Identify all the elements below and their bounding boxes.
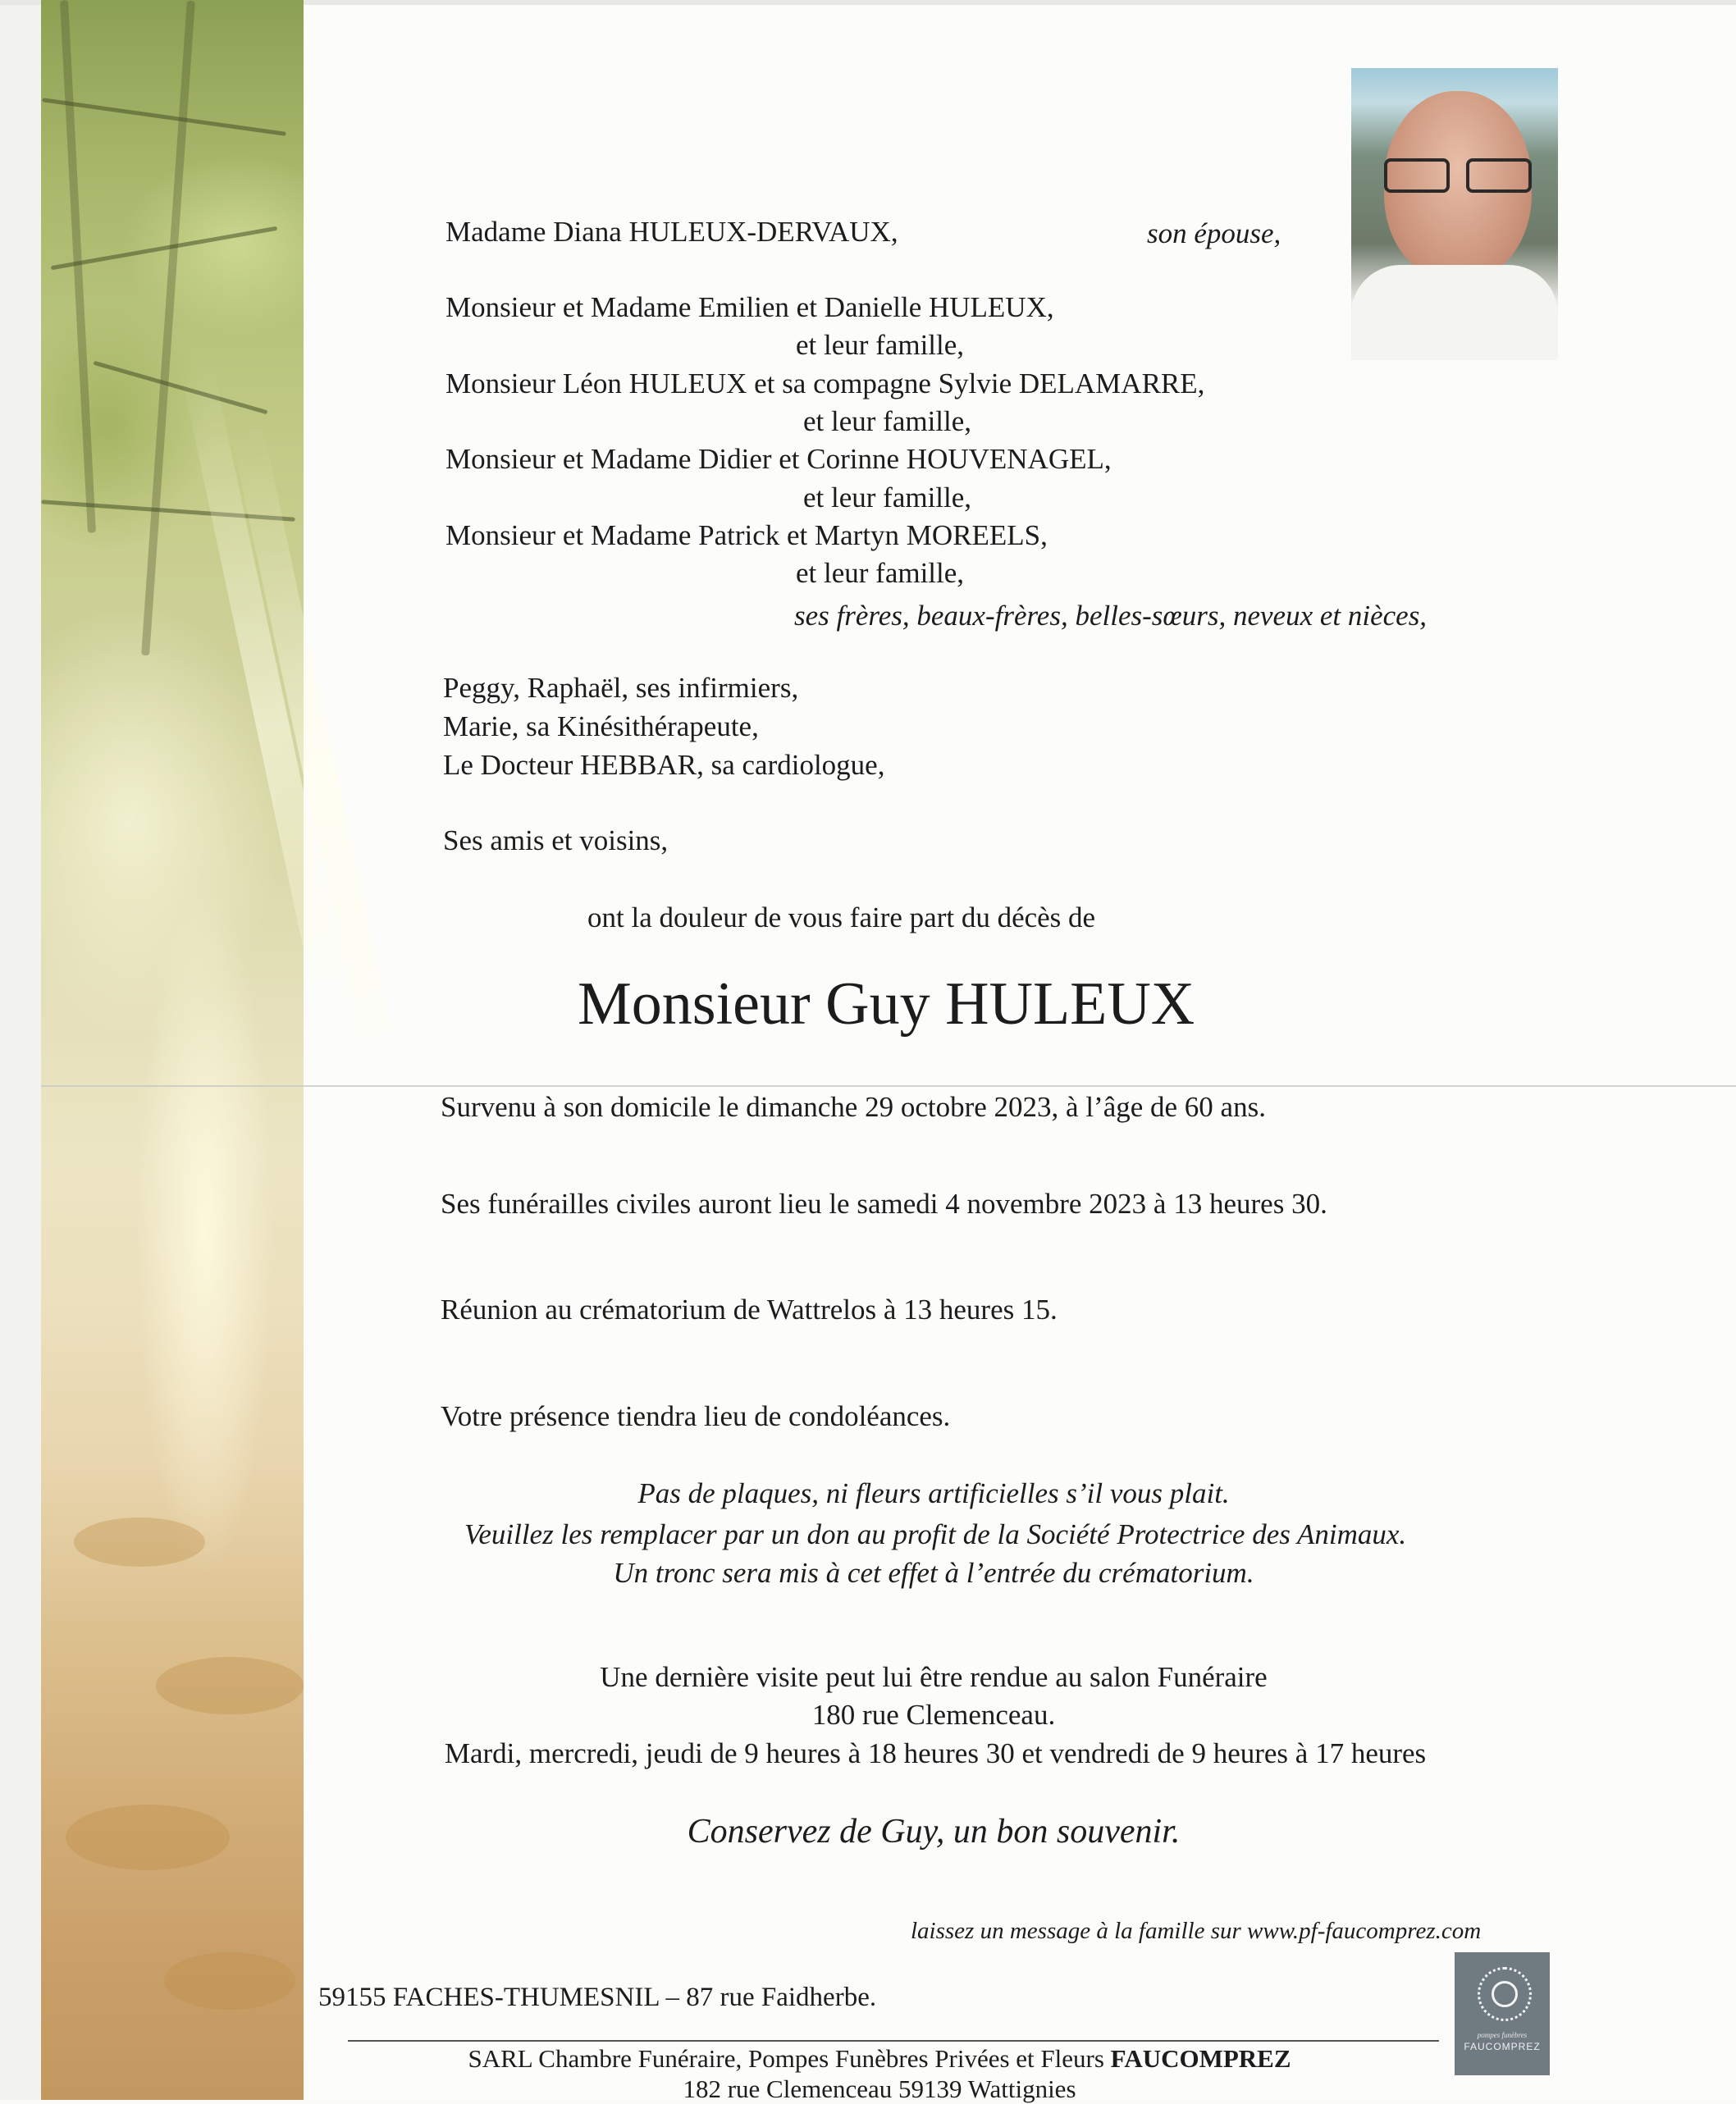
website-message: laissez un message à la famille sur www.pf-faucomprez.com (911, 1918, 1482, 1944)
closing-line: Conservez de Guy, un bon souvenir. (687, 1813, 1181, 1851)
portrait-photo (1351, 68, 1558, 360)
deceased-name: Monsieur Guy HULEUX (578, 970, 1195, 1038)
spouse-role: son épouse, (1147, 217, 1281, 249)
announcement-intro: ont la douleur de vous faire part du décès de (587, 901, 1096, 933)
request-line: Pas de plaques, ni fleurs artificielles s’il vous plait. (637, 1477, 1230, 1509)
agency-address: 59155 FACHES-THUMESNIL – 87 rue Faidherbe. (318, 1983, 877, 2012)
family-line: et leur famille, (803, 405, 972, 437)
faucomprez-logo: pompes funèbres FAUCOMPREZ (1455, 1952, 1550, 2075)
rosette-icon (1478, 1967, 1532, 2021)
family-line: Monsieur et Madame Didier et Corinne HOUVENAGEL, (445, 443, 1112, 475)
family-line: Monsieur et Madame Patrick et Martyn MOREELS, (445, 519, 1048, 551)
friends-line: Ses amis et voisins, (443, 824, 669, 856)
scan-margin (0, 0, 41, 2100)
family-line: et leur famille, (803, 482, 972, 513)
request-line: Veuillez les remplacer par un don au profit de la Société Protectrice des Animaux. (464, 1518, 1407, 1550)
family-line: Monsieur Léon HULEUX et sa compagne Sylvie DELAMARRE, (445, 367, 1205, 399)
footer-divider (348, 2040, 1439, 2042)
family-line: et leur famille, (796, 557, 965, 589)
meeting-line: Réunion au crématorium de Wattrelos à 13 heures 15. (441, 1294, 1058, 1326)
carer-line: Peggy, Raphaël, ses infirmiers, (443, 672, 799, 704)
death-line: Survenu à son domicile le dimanche 29 octobre 2023, à l’âge de 60 ans. (441, 1091, 1266, 1123)
visit-line: Mardi, mercredi, jeudi de 9 heures à 18 heures 30 et vendredi de 9 heures à 17 heures (444, 1737, 1427, 1769)
funeral-line: Ses funérailles civiles auront lieu le samedi 4 novembre 2023 à 13 heures 30. (441, 1188, 1327, 1220)
forest-path-decoration (41, 0, 304, 2100)
family-relation: ses frères, beaux-frères, belles-sœurs, neveux et nièces, (794, 600, 1428, 632)
spouse-name: Madame Diana HULEUX-DERVAUX, (445, 216, 898, 248)
visit-line: 180 rue Clemenceau. (811, 1699, 1056, 1731)
request-line: Un tronc sera mis à cet effet à l’entrée du crématorium. (613, 1557, 1254, 1589)
company-address: 182 rue Clemenceau 59139 Wattignies (683, 2074, 1076, 2103)
carer-line: Le Docteur HEBBAR, sa cardiologue, (443, 749, 885, 781)
company-line: SARL Chambre Funéraire, Pompes Funèbres Privées et Fleurs FAUCOMPREZ (468, 2044, 1291, 2073)
condolences-line: Votre présence tiendra lieu de condoléances. (441, 1400, 951, 1432)
family-line: et leur famille, (796, 329, 965, 361)
carer-line: Marie, sa Kinésithérapeute, (443, 710, 759, 742)
family-line: Monsieur et Madame Emilien et Danielle HULEUX, (445, 291, 1054, 323)
fold-line (41, 1085, 1736, 1087)
visit-line: Une dernière visite peut lui être rendue au salon Funéraire (600, 1661, 1268, 1693)
